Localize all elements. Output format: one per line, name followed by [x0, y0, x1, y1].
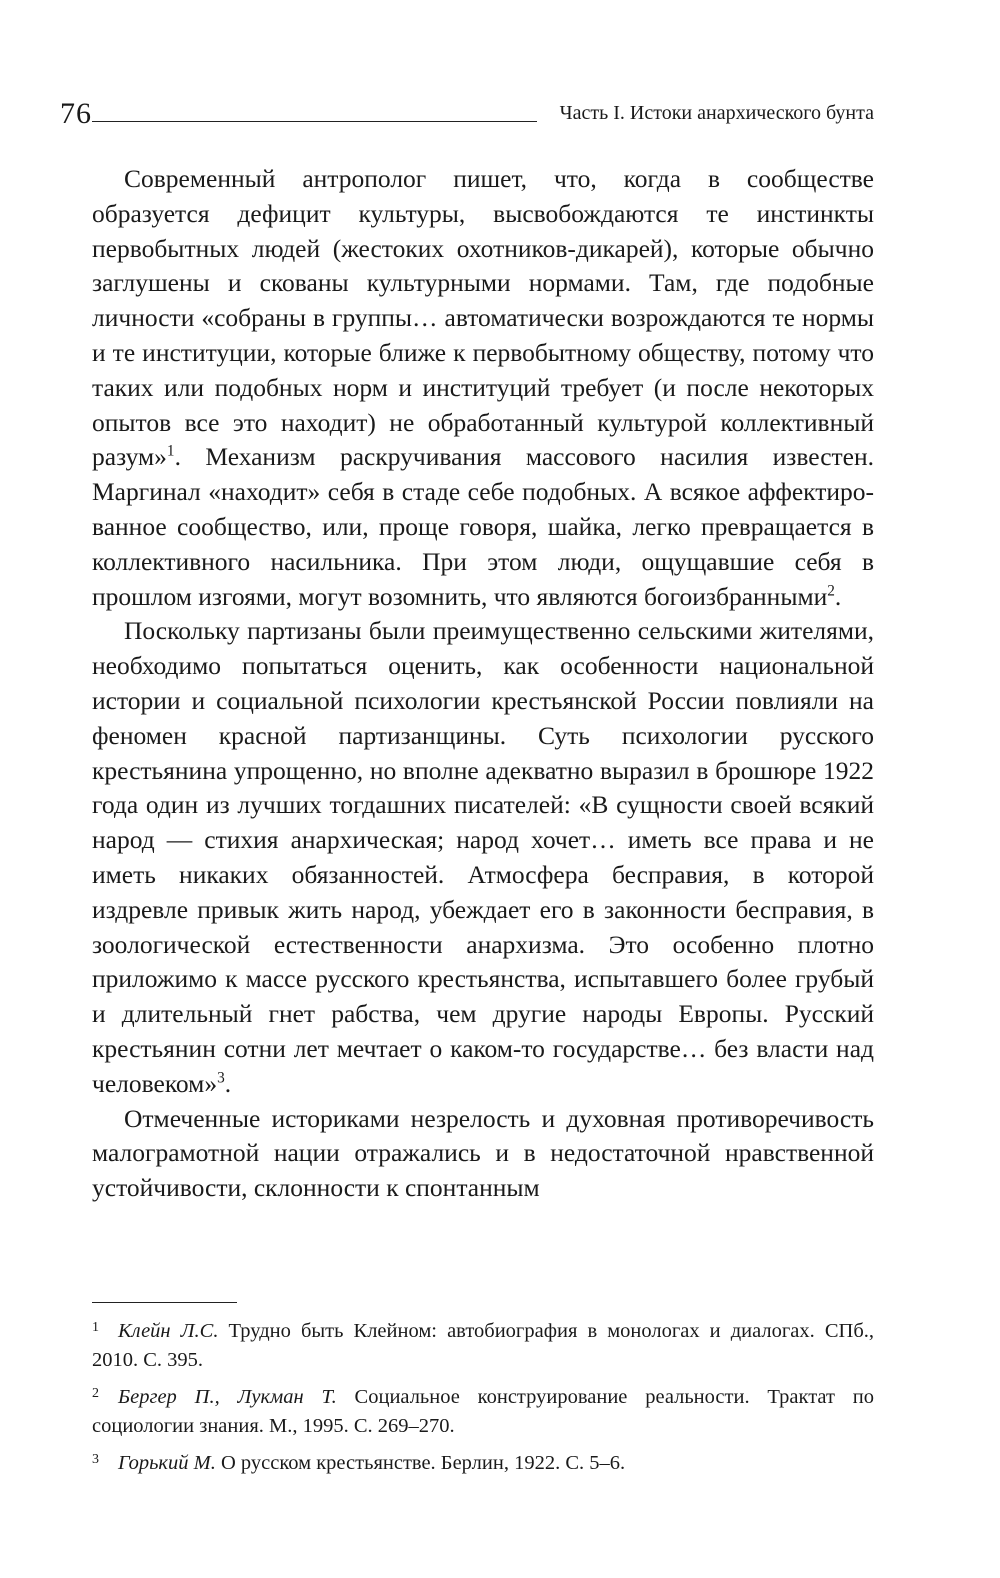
page-number: 76 [60, 97, 92, 130]
footnote-author: Горький М. [118, 1452, 216, 1474]
footnotes [92, 1313, 874, 1482]
paragraph-2-text-end: . [224, 1068, 232, 1098]
running-title: Часть I. Истоки анархического бунта [559, 102, 874, 124]
footnote-1 [92, 1313, 874, 1375]
paragraph-3-text: Отмеченные историками незрелость и духовная противоречивость малограмотной нации отражались и в недостаточной нравственной устойчивости, склонности к спонтанным [92, 1103, 874, 1203]
footnote-ref-3: 3 [217, 1069, 225, 1087]
paragraph-3 [92, 1102, 874, 1206]
footnote-text: Трудно быть Клейном: автобиография в монологах и диалогах. СПб., 2010. С. 395. [92, 1320, 875, 1371]
paragraph-1-text: Современный антрополог пишет, что, когда в сообществе образуется дефицит культуры, высвобождаются те инстинкты первобытных людей (жестоких охотников-дикарей), которые обычно заглушены и скованы культурными нормами. Там, где подобные личности «собраны в группы… автоматически возрождаются те нормы и те институции, которые ближе к первобытному обществу, потому что таких или подобных норм и институций требует (и после некоторых опытов все это находит) не обработанный культурой коллективный разум» [92, 164, 874, 472]
footnote-author: Клейн Л.С. [118, 1320, 219, 1342]
footnote-ref-2: 2 [827, 582, 835, 600]
paragraph-1-text-cont: . Механизм раскручивания массового насилия известен. Маргинал «находит» себя в стаде себе подобных. А всякое аффектированное сообщество, или, проще говоря, шайка, легко превращается в коллективного насильника. При этом люди, ощущавшие себя в прошлом изгоями, могут возомнить, что являются богоизбранными [92, 442, 874, 611]
footnote-2 [92, 1379, 874, 1441]
footnote-text: Социальное конструирование реальности. Трактат по социологии знания. М., 1995. С. 269–270. [92, 1386, 874, 1437]
paragraph-1 [92, 162, 874, 614]
footnote-marker: 1 [92, 1320, 99, 1335]
footnote-text: О русском крестьянстве. Берлин, 1922. С. 5–6. [215, 1452, 626, 1474]
footnote-3 [92, 1445, 874, 1478]
footnote-author: Бергер П., Лукман Т. [118, 1386, 337, 1408]
running-head [60, 96, 874, 132]
paragraph-2-text: Поскольку партизаны были преимущественно сельскими жителями, необходимо попытаться оценить, как особенности национальной истории и социальной психологии крестьянской России повлияли на феномен красной партизанщины. Суть психологии русского крестьянина упрощенно, но вполне адекватно выразил в брошюре 1922 года один из лучших тогдашних писателей: «В сущности своей всякий народ — стихия анархическая; народ хочет… иметь все права и не иметь никаких обязанностей. Атмосфера бесправия, в которой издревле привык жить народ, убеждает его в законности бесправия, в зоологической естественности анархизма. Это особенно плотно приложимо к массе русского крестьянства, испытавшего более грубый и длительный гнет рабства, чем другие народы Европы. Русский крестьянин сотни лет мечтает о каком-то государстве… без власти над человеком» [92, 616, 874, 1098]
paragraph-1-text-end: . [834, 581, 842, 611]
footnote-marker: 3 [92, 1452, 99, 1467]
body-text [92, 162, 874, 1206]
header-rule [92, 121, 537, 122]
footnote-rule [92, 1302, 237, 1303]
footnote-marker: 2 [92, 1386, 99, 1401]
paragraph-2 [92, 614, 874, 1101]
footnote-ref-1: 1 [166, 442, 175, 460]
